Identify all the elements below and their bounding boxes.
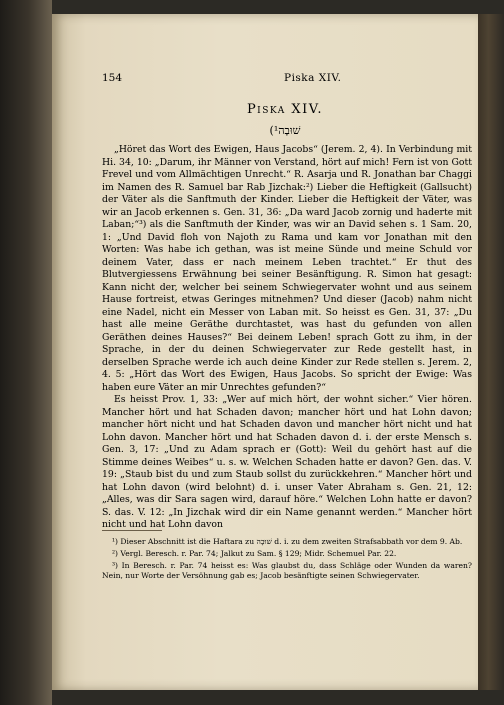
body-text [102,144,472,532]
footnotes [102,537,472,583]
footnote: ¹) Dieser Abschnitt ist die Haftara zu שׁוּבָה d. i. zu dem zweiten Strafsabbath vor dem 9. Ab. [112,537,463,546]
footnote: ³) In Beresch. r. Par. 74 heisst es: Was glaubst du, dass Schläge oder Wunden da waren? Nein, nur Worte der Versöhnung gab es; Jacob besänftigte seinen Schwiegervater. [102,560,472,581]
paragraph: Es heisst Prov. 1, 33: „Wer auf mich hört, der wohnt sicher.“ Vier hören. Mancher hört und hat Schaden davon; mancher hört und hat Lohn davon; mancher hört nicht und hat Schaden davon und mancher hört nicht und hat Lohn davon. Mancher hört und hat Schaden davon d. i. der erste Mensch s. Gen. 3, 17: „Und zu Adam sprach er (Gott): Weil du gehört hast auf die Stimme deines Weibes“ u. s. w. Welchen Schaden hatte er davon? Gen. das. V. 19: „Staub bist du und zum Staub sollst du zurückkehren.“ Mancher hört und hat Lohn davon (wird belohnt) d. i. unser Vater Abraham s. Gen. 21, 12: „Alles, was dir Sara sagen wird, darauf höre.“ Welchen Lohn hatte er davon? S. das. V. 12: „In Jizchak wird dir ein Name genannt werden.“ Mancher hört nicht und hat Lohn davon [102,394,472,530]
section-title: Piska XIV. [246,102,324,117]
page-header [102,72,412,86]
paragraph: „Höret das Wort des Ewigen, Haus Jacobs“ (Jerem. 2, 4). In Verbindung mit Hi. 34, 10: „Darum, ihr Männer von Verstand, hört auf mich! Fern ist von Gott Frevel und vom Allmächtigen Unrecht.“ R. Asarja und R. Jonathan bar Chaggi im Namen des R. Samuel bar Rab Jizchak:²) Lieber die Heftigkeit (Gallsucht) der Väter als die Sanftmuth der Kinder. Lieber die Heftigkeit der Väter, was wir an Jacob erkennen s. Gen. 31, 36: „Da ward Jacob zornig und haderte mit Laban;“³) als die Sanftmuth der Kinder, was wir an David sehen s. 1 Sam. 20, 1: „Und David floh von Najoth zu Rama und kam vor Jonathan mit den Worten: Was habe ich gethan, was ist meine Sünde und meine Schuld vor deinem Vater, dass er nach meinem Leben trachtet.“ Er thut des Blutvergiessens Erwähnung bei seiner Besänftigung. R. Simon hat gesagt: Kann nicht der, welcher bei seinem Schwiegervater wohnt und aus seinem Hause fortreist, etwas Geringes mitnehmen? Und dieser (Jacob) nahm nicht eine Nadel, nicht ein Messer von Laban mit. So heisst es Gen. 31, 37: „Du hast alle meine Geräthe durchtastet, was hast du gefunden von allen Geräthen deines Hauses?“ Bei deinem Leben! sprach Gott zu ihm, in der Sprache, in der du deinen Schwiegervater zur Rede gestellt hast, in derselben Sprache werde ich auch deine Kinder zur Rede stellen s. Jerem. 2, 4. 5: „Hört das Wort des Ewigen, Haus Jacobs. So spricht der Ewige: Was haben eure Väter an mir Unrechtes gefunden?“ [102,144,472,393]
footnote: ²) Vergl. Beresch. r. Par. 74; Jalkut zu Sam. § 129; Midr. Schemuel Par. 22. [112,548,397,558]
book-page-edge [478,14,504,690]
footnote-rule [102,530,162,531]
page-number: 154 [102,72,123,84]
running-head: Piska XIV. [284,72,342,84]
section-subtitle-hebrew: שׁוּבָה¹) [269,124,301,137]
book-spine-shadow [0,0,52,705]
